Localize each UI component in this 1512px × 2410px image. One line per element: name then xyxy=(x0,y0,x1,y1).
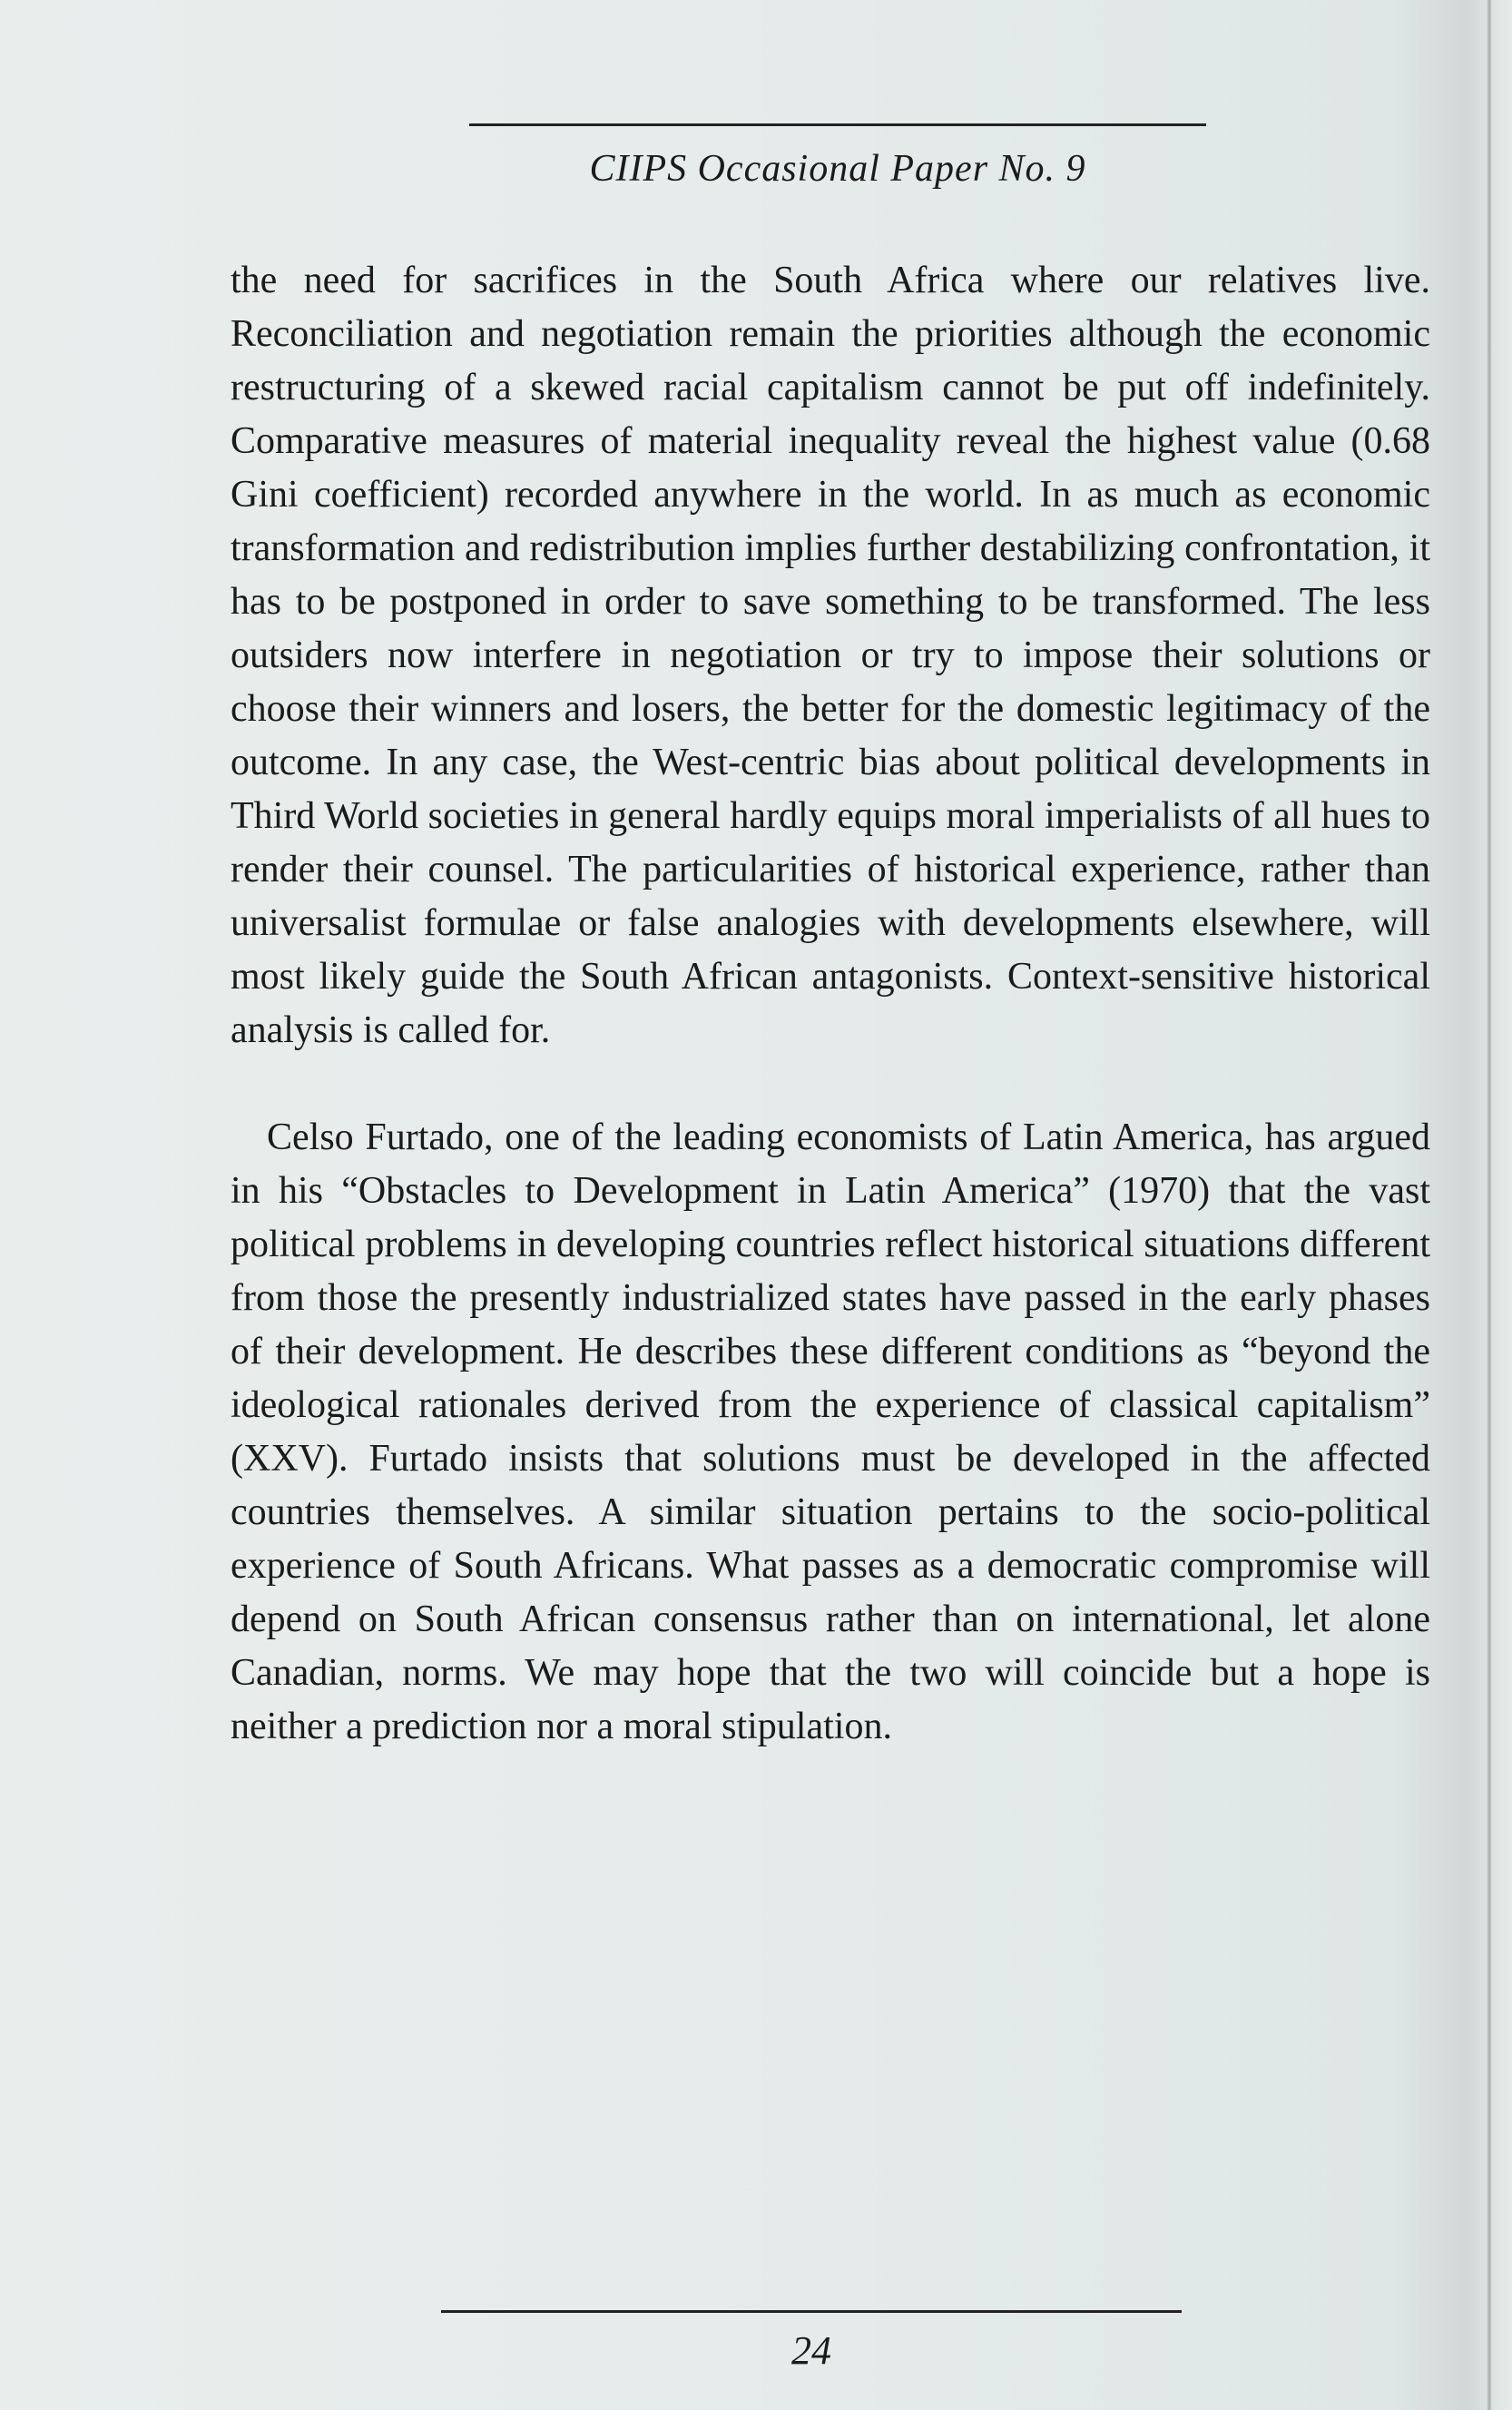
paragraph-2: Celso Furtado, one of the leading economists of Latin America, has argued in his “Obstacles to Development in Latin America” (1970) that the vast political problems in developing countries reflect historical situations different from those the presently industrialized states have passed in the early phases of their development. He describes these different conditions as “beyond the ideological rationales derived from the experience of classical capitalism” (XXV). Furtado insists that solutions must be developed in the affected countries themselves. A similar situation pertains to the socio-political experience of South Africans. What passes as a democratic compromise will depend on South African consensus rather than on international, let alone Canadian, norms. We may hope that the two will coincide but a hope is neither a prediction nor a moral stipulation. xyxy=(231,1116,1430,1747)
body-text xyxy=(231,254,1430,1754)
header-rule xyxy=(469,123,1206,126)
running-header-title: CIIPS Occasional Paper No. 9 xyxy=(589,148,1086,190)
page-edge-shadow xyxy=(1487,0,1492,2410)
page-number: 24 xyxy=(791,2328,831,2373)
paragraph-1: the need for sacrifices in the South Africa where our relatives live. Reconciliation and negotiation remain the priorities although the economic restructuring of a skewed racial capitalism cannot be put off indefinitely. Comparative measures of material inequality reveal the highest value (0.68 Gini coefficient) recorded anywhere in the world. In as much as economic transformation and redistribution implies further destabilizing confrontation, it has to be postponed in order to save something to be transformed. The less outsiders now interfere in negotiation or try to impose their solutions or choose their winners and losers, the better for the domestic legitimacy of the outcome. In any case, the West-centric bias about political developments in Third World societies in general hardly equips moral imperialists of all hues to render their counsel. The particularities of historical experience, rather than universalist formulae or false analogies with developments elsewhere, will most likely guide the South African antagonists. Context-sensitive historical analysis is called for. xyxy=(231,260,1430,1051)
footer-rule xyxy=(441,2310,1182,2313)
